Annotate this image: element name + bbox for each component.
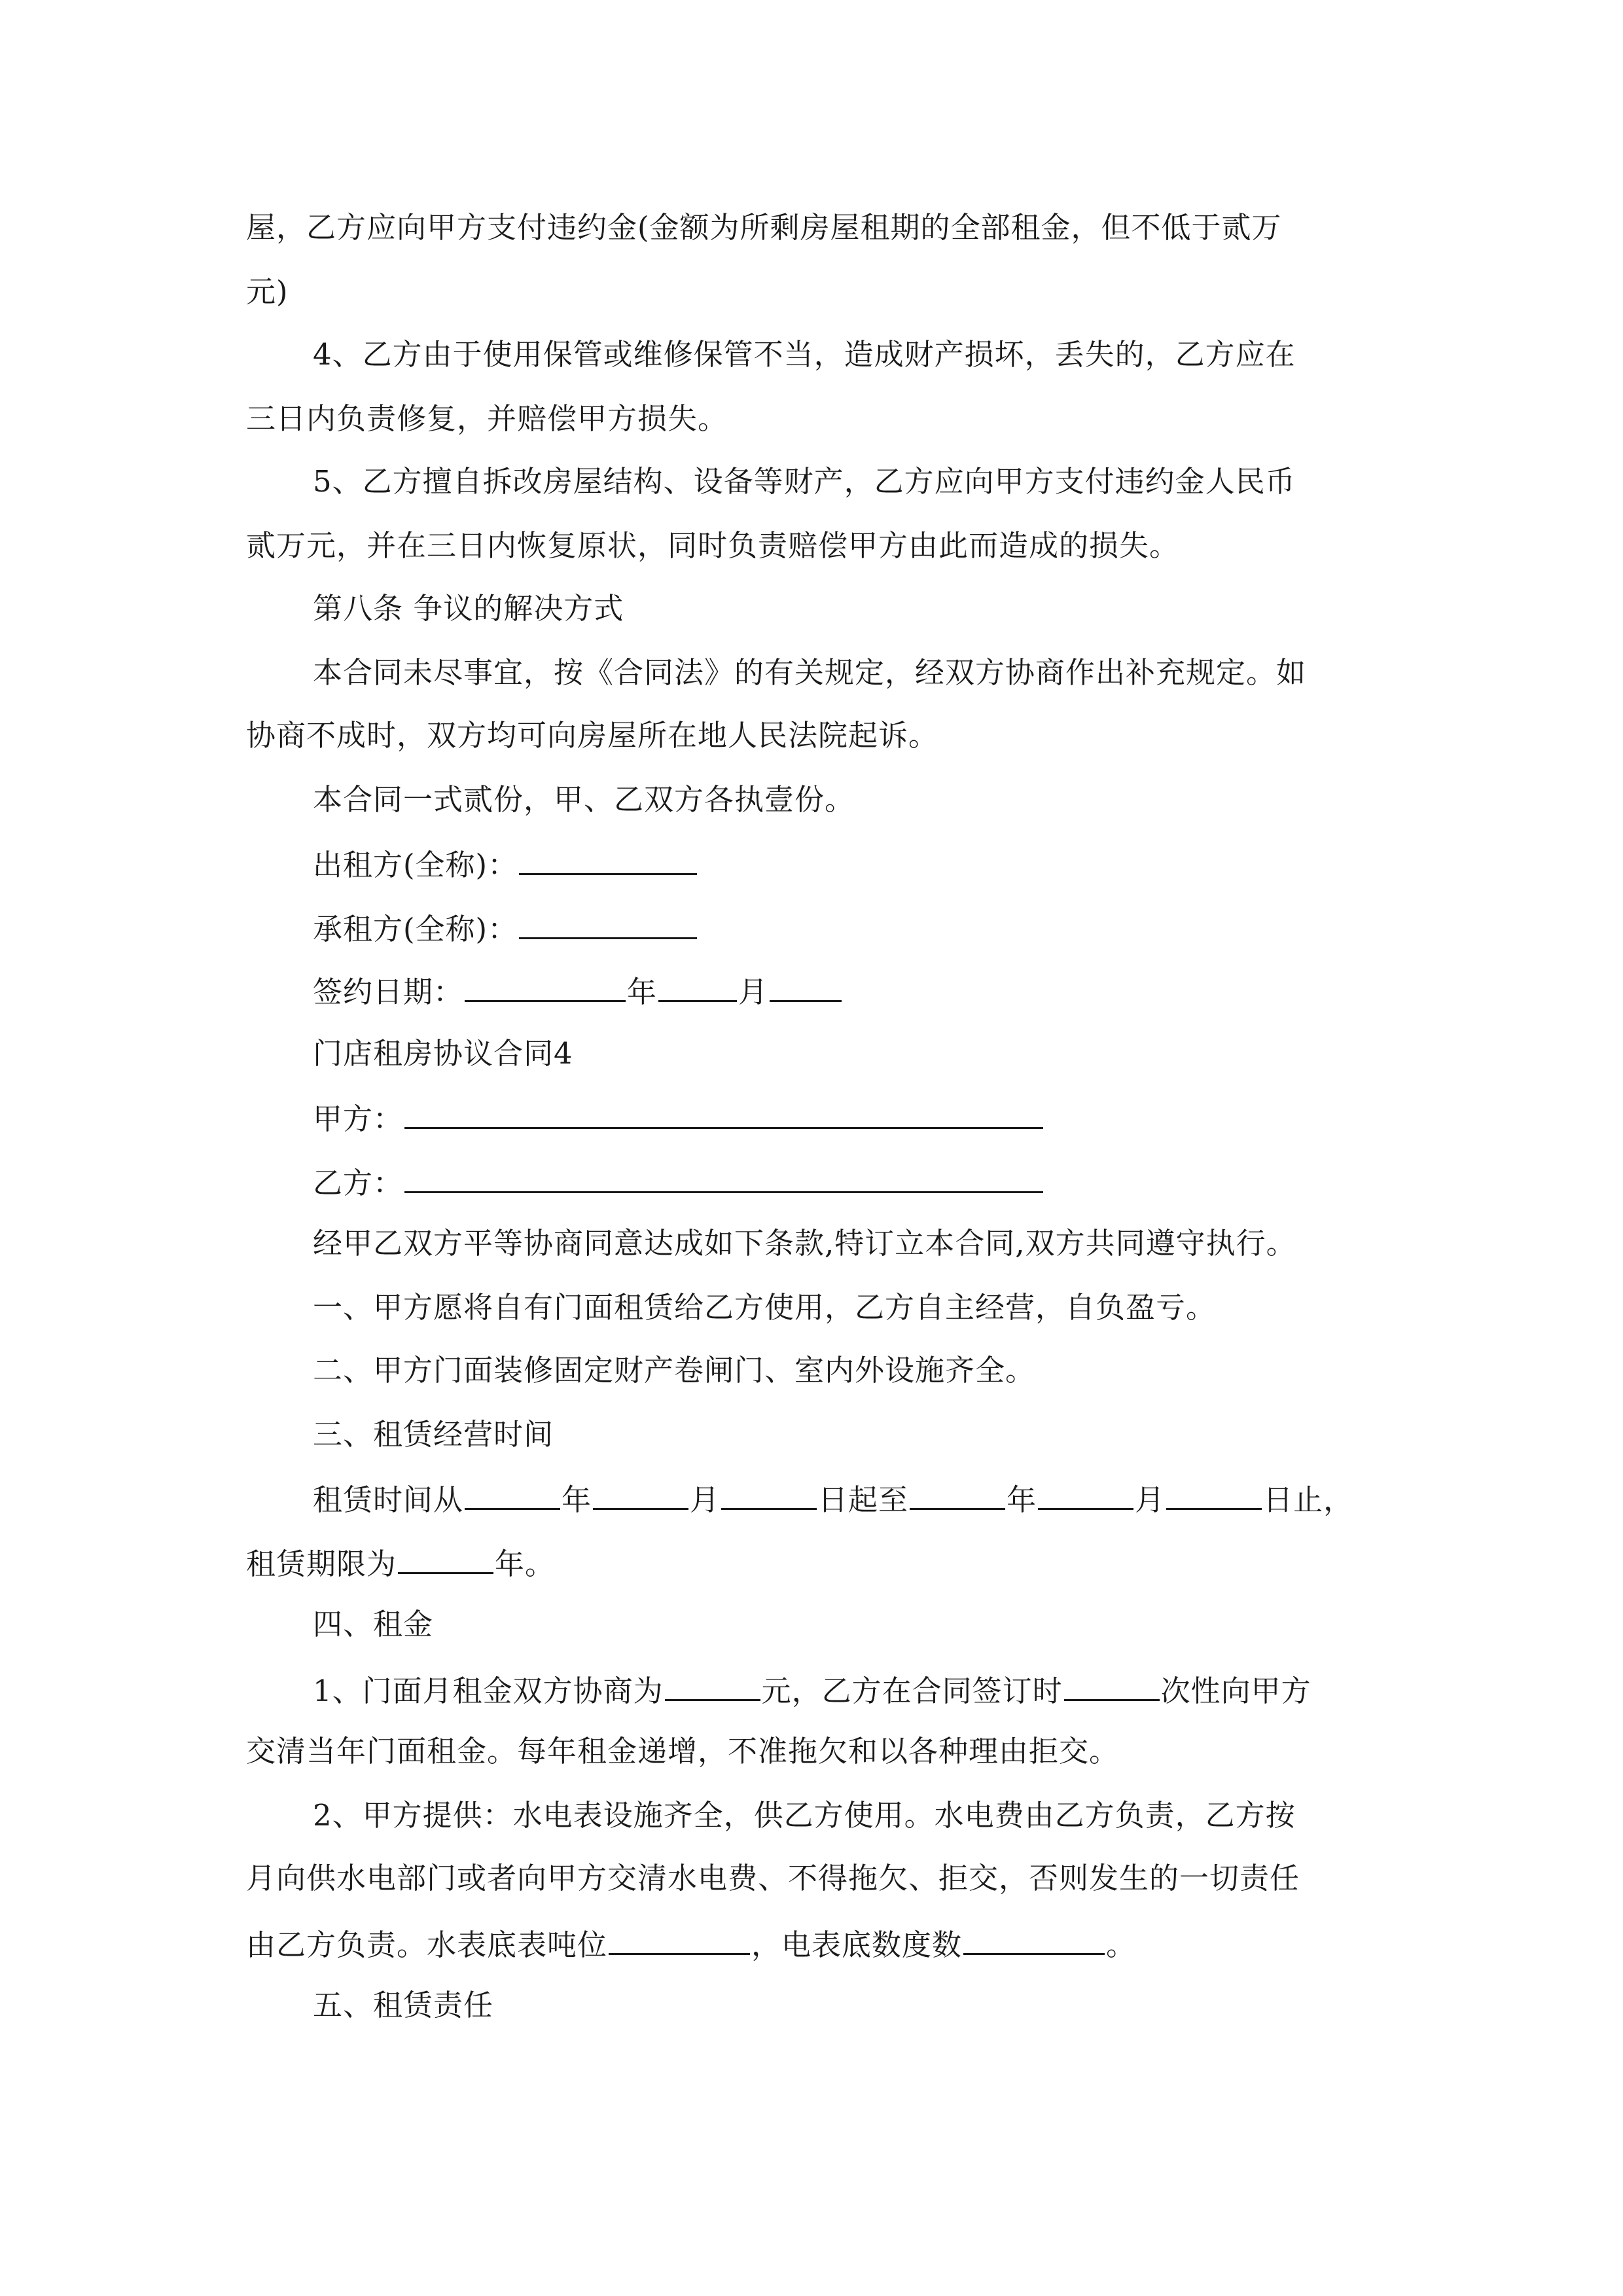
blank-field[interactable] — [963, 1923, 1105, 1955]
text-line-dispute-cont — [246, 716, 938, 755]
blank-field[interactable] — [519, 843, 697, 875]
line-text: 年 — [627, 975, 658, 1009]
signature-date — [313, 970, 843, 1009]
rent-line-1 — [313, 1669, 1311, 1708]
line-text: 5、乙方擅自拆改房屋结构、设备等财产，乙方应向甲方支付违约金人民币 — [313, 464, 1296, 499]
section-heading-item-3 — [313, 1415, 554, 1454]
line-text: 年 — [562, 1482, 592, 1517]
line-text: 。 — [1106, 1928, 1137, 1962]
line-text: 出租方(全称)： — [313, 848, 518, 882]
blank-field[interactable] — [658, 970, 737, 1002]
line-text: 承租方(全称)： — [313, 912, 518, 946]
line-text: 1、门面月租金双方协商为 — [313, 1674, 664, 1708]
text-line-copies — [313, 780, 855, 819]
line-text: 租赁期限为 — [246, 1547, 397, 1581]
rent-line-1-cont — [246, 1732, 1119, 1771]
blank-field[interactable] — [465, 970, 626, 1002]
blank-field[interactable] — [465, 1478, 560, 1510]
blank-field[interactable] — [519, 907, 697, 939]
line-text: 二、甲方门面装修固定财产卷闸门、室内外设施齐全。 — [313, 1353, 1036, 1388]
line-text: 4、乙方由于使用保管或维修保管不当，造成财产损坏，丢失的，乙方应在 — [313, 337, 1296, 372]
blank-field[interactable] — [593, 1478, 688, 1510]
line-text: 屋，乙方应向甲方支付违约金(金额为所剩房屋租期的全部租金，但不低于贰万 — [246, 210, 1282, 245]
lease-period-line — [313, 1478, 1353, 1517]
line-text: 年。 — [495, 1547, 556, 1581]
line-text: 月 — [738, 975, 769, 1009]
line-text: 贰万元，并在三日内恢复原状，同时负责赔偿甲方由此而造成的损失。 — [246, 528, 1180, 563]
blank-field[interactable] — [404, 1161, 1043, 1193]
section-heading-article-8 — [313, 589, 624, 628]
blank-field[interactable] — [1038, 1478, 1133, 1510]
line-text: 由乙方负责。水表底表吨位 — [246, 1928, 608, 1962]
text-line-clause-4 — [313, 335, 1296, 374]
section-heading-rent — [313, 1605, 433, 1644]
line-text: 日止， — [1263, 1482, 1354, 1517]
lease-term-line — [246, 1542, 555, 1581]
section-heading-contract-4 — [313, 1034, 573, 1073]
line-text: 四、租金 — [313, 1607, 434, 1641]
text-line-clause-4-cont — [246, 399, 728, 439]
line-text: 元) — [246, 274, 289, 309]
text-line-preamble — [313, 1224, 1296, 1263]
line-text: 协商不成时，双方均可向房屋所在地人民法院起诉。 — [246, 718, 939, 753]
text-line-item-2 — [313, 1351, 1035, 1390]
utilities-line — [313, 1796, 1296, 1835]
blank-field[interactable] — [1064, 1669, 1160, 1701]
signature-lessee — [313, 907, 698, 946]
line-text: 乙方： — [313, 1166, 404, 1200]
party-a-field — [313, 1097, 1044, 1136]
line-text: 第八条 争议的解决方式 — [313, 591, 624, 626]
text-line-yuan — [246, 272, 289, 312]
section-heading-liability — [313, 1986, 493, 2025]
meter-readings-line — [246, 1923, 1136, 1962]
line-text: 月 — [1135, 1482, 1166, 1517]
text-line-penalty-cont — [246, 208, 1282, 247]
line-text: 元，乙方在合同签订时 — [761, 1674, 1063, 1708]
line-text: 日起至 — [818, 1482, 909, 1517]
line-text: 交清当年门面租金。每年租金递增，不准拖欠和以各种理由拒交。 — [246, 1734, 1120, 1768]
line-text: 次性向甲方 — [1160, 1674, 1311, 1708]
line-text: 月向供水电部门或者向甲方交清水电费、不得拖欠、拒交，否则发生的一切责任 — [246, 1861, 1300, 1895]
blank-field[interactable] — [665, 1669, 760, 1701]
line-text: 租赁时间从 — [313, 1482, 464, 1517]
signature-lessor — [313, 843, 698, 882]
line-text: 三、租赁经营时间 — [313, 1417, 554, 1452]
text-line-clause-5 — [313, 462, 1296, 501]
blank-field[interactable] — [770, 970, 842, 1002]
line-text: 签约日期： — [313, 975, 464, 1009]
text-line-item-1 — [313, 1288, 1216, 1327]
text-line-dispute — [313, 653, 1306, 692]
line-text: 一、甲方愿将自有门面租赁给乙方使用，乙方自主经营，自负盈亏。 — [313, 1290, 1217, 1325]
line-text: 本合同未尽事宜，按《合同法》的有关规定，经双方协商作出补充规定。如 — [313, 655, 1307, 690]
blank-field[interactable] — [1166, 1478, 1262, 1510]
blank-field[interactable] — [609, 1923, 750, 1955]
line-text: 本合同一式贰份，甲、乙双方各执壹份。 — [313, 782, 855, 817]
utilities-line-cont — [246, 1859, 1300, 1898]
line-text: 三日内负责修复，并赔偿甲方损失。 — [246, 401, 728, 436]
text-line-clause-5-cont — [246, 526, 1179, 565]
line-text: 年 — [1007, 1482, 1037, 1517]
line-text: 甲方： — [313, 1102, 404, 1136]
line-text: 月 — [690, 1482, 721, 1517]
blank-field[interactable] — [721, 1478, 817, 1510]
blank-field[interactable] — [404, 1097, 1043, 1129]
party-b-field — [313, 1161, 1044, 1200]
line-text: 经甲乙双方平等协商同意达成如下条款,特订立本合同,双方共同遵守执行。 — [313, 1226, 1296, 1261]
blank-field[interactable] — [910, 1478, 1005, 1510]
line-text: 2、甲方提供：水电表设施齐全，供乙方使用。水电费由乙方负责，乙方按 — [313, 1798, 1296, 1833]
blank-field[interactable] — [398, 1542, 493, 1574]
line-text: ，电表底数度数 — [751, 1928, 963, 1962]
line-text: 五、租赁责任 — [313, 1988, 494, 2022]
line-text: 门店租房协议合同4 — [313, 1036, 573, 1071]
